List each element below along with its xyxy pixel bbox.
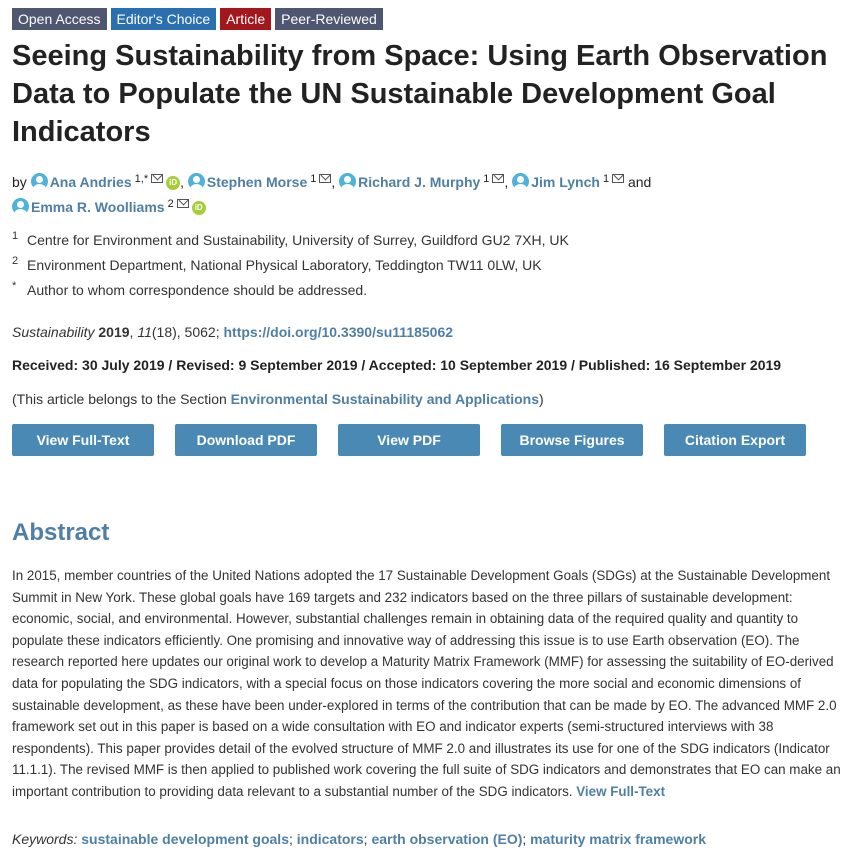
section-prefix: (This article belongs to the Section: [12, 391, 231, 407]
citation-issue: (18), 5062;: [151, 324, 220, 340]
author-emma-woolliams[interactable]: [12, 199, 206, 215]
author-affiliation-sup: 1: [602, 173, 610, 185]
by-label: by: [12, 174, 27, 190]
view-full-text-button[interactable]: View Full-Text: [12, 424, 154, 456]
article-type-badge: Article: [220, 8, 271, 30]
author-affiliation-sup: 1,*: [134, 173, 149, 185]
affiliation-number: 2: [12, 255, 19, 267]
author-richard-murphy[interactable]: [339, 174, 504, 190]
user-icon: [339, 173, 356, 190]
abstract-heading: Abstract: [12, 519, 110, 546]
and-label: and: [627, 174, 652, 190]
affiliation-number: *: [12, 280, 17, 292]
citation-export-button[interactable]: Citation Export: [664, 424, 806, 456]
abstract-text: [12, 565, 842, 803]
author-name[interactable]: Ana Andries: [49, 174, 132, 190]
author-jim-lynch[interactable]: [512, 174, 624, 190]
author-name[interactable]: Emma R. Woolliams: [31, 199, 165, 215]
affiliation-number: 1: [12, 230, 19, 242]
section-link[interactable]: Environmental Sustainability and Applications: [230, 391, 539, 407]
keyword-link[interactable]: indicators: [296, 831, 364, 847]
publication-dates: Received: 30 July 2019 / Revised: 9 September 2019 / Accepted: 10 September 2019 / Published: 16 September 2019: [12, 357, 782, 373]
section-note: [12, 391, 544, 407]
keyword-link[interactable]: earth observation (EO): [371, 831, 523, 847]
orcid-icon[interactable]: iD: [192, 201, 206, 215]
author-affiliation-sup: 2: [167, 198, 174, 210]
author-ana-andries[interactable]: [31, 174, 180, 190]
affiliation-item: [12, 278, 569, 303]
affiliations: [12, 228, 569, 303]
keywords: Keywords: sustainable development goals; indicators; earth observation (EO); maturity matrix framework: [12, 831, 706, 847]
author-affiliation-sup: 1: [310, 173, 317, 185]
affiliation-text: Centre for Environment and Sustainability, University of Surrey, Guildford GU2 7XH, UK: [27, 232, 569, 248]
keyword-link[interactable]: sustainable development goals: [81, 831, 289, 847]
view-pdf-button[interactable]: View PDF: [338, 424, 480, 456]
author-name[interactable]: Jim Lynch: [531, 174, 600, 190]
user-icon: [31, 173, 48, 190]
citation-line: Sustainability 2019, 11(18), 5062; https://doi.org/10.3390/su11185062: [12, 324, 454, 340]
mail-icon[interactable]: [612, 174, 624, 183]
citation-year: 2019: [98, 324, 130, 340]
user-icon: [188, 173, 205, 190]
article-badges: [12, 8, 383, 30]
user-icon: [512, 173, 529, 190]
author-list: by Ana Andries $^{1,*}$ iD , Stephen Morse $^1$ , Richard J. Murphy $^1$ , Jim Lynch $^1$ and Emma R. Woolliams $^2$ iD: [12, 173, 652, 215]
citation-volume: 11: [137, 324, 152, 340]
article-title: Seeing Sustainability from Space: Using Earth Observation Data to Populate the UN Sustainable Development Goal Indicators: [12, 40, 828, 148]
affiliation-item: [12, 228, 569, 253]
mail-icon[interactable]: [151, 174, 163, 183]
author-name[interactable]: Stephen Morse: [206, 174, 308, 190]
browse-figures-button[interactable]: Browse Figures: [501, 424, 643, 456]
editors-choice-badge[interactable]: Editor's Choice: [111, 8, 217, 30]
author-name[interactable]: Richard J. Murphy: [358, 174, 481, 190]
user-icon: [12, 198, 29, 215]
article-actions: [12, 424, 806, 456]
affiliation-text: Environment Department, National Physical Laboratory, Teddington TW11 0LW, UK: [27, 257, 542, 273]
author-affiliation-sup: 1: [483, 173, 490, 185]
open-access-badge[interactable]: Open Access: [12, 8, 107, 30]
mail-icon[interactable]: [492, 174, 504, 183]
mail-icon[interactable]: [177, 199, 189, 208]
mail-icon[interactable]: [319, 174, 331, 183]
keyword-link[interactable]: maturity matrix framework: [530, 831, 706, 847]
affiliation-text: Author to whom correspondence should be addressed.: [27, 282, 368, 298]
section-suffix: ): [538, 391, 544, 407]
author-stephen-morse[interactable]: [188, 174, 331, 190]
abstract-body: In 2015, member countries of the United Nations adopted the 17 Sustainable Development Goals (SDGs) at the Sustainable Development Summit in New York. These global goals have 169 targets and 232 indicators based on the three pillars of sustainable development: economic, social, and environmental. However, substantial challenges remain in obtaining data of the required quality and quantity to populate these indicators efficiently. One promising and innovative way of addressing this issue is to use Earth observation (EO). The research reported here updates our original work to develop a Maturity Matrix Framework (MMF) for assessing the suitability of EO-derived data for populating the SDG indicators, with a special focus on those indicators covering the more social and economic dimensions of sustainable development, as these have been under-explored in terms of the contribution that can be made by EO. The advanced MMF 2.0 framework set out in this paper is based on a wide consultation with EO and indicator experts (semi-structured interviews with 38 respondents). This paper provides detail of the evolved structure of MMF 2.0 and illustrates its use for one of the SDG indicators (Indicator 11.1.1). The revised MMF is then applied to published work covering the full suite of SDG indicators and demonstrates that EO can make an important contribution to providing data relevant to a substantial number of the SDG indicators.: [12, 568, 841, 799]
abstract-view-full-text-link[interactable]: View Full-Text: [576, 783, 666, 799]
journal-name: Sustainability: [12, 324, 95, 340]
doi-link[interactable]: https://doi.org/10.3390/su11185062: [223, 324, 454, 340]
download-pdf-button[interactable]: Download PDF: [175, 424, 317, 456]
peer-reviewed-badge[interactable]: Peer-Reviewed: [275, 8, 383, 30]
keywords-label: Keywords:: [12, 831, 78, 847]
orcid-icon[interactable]: iD: [166, 176, 180, 190]
affiliation-item: [12, 253, 569, 278]
